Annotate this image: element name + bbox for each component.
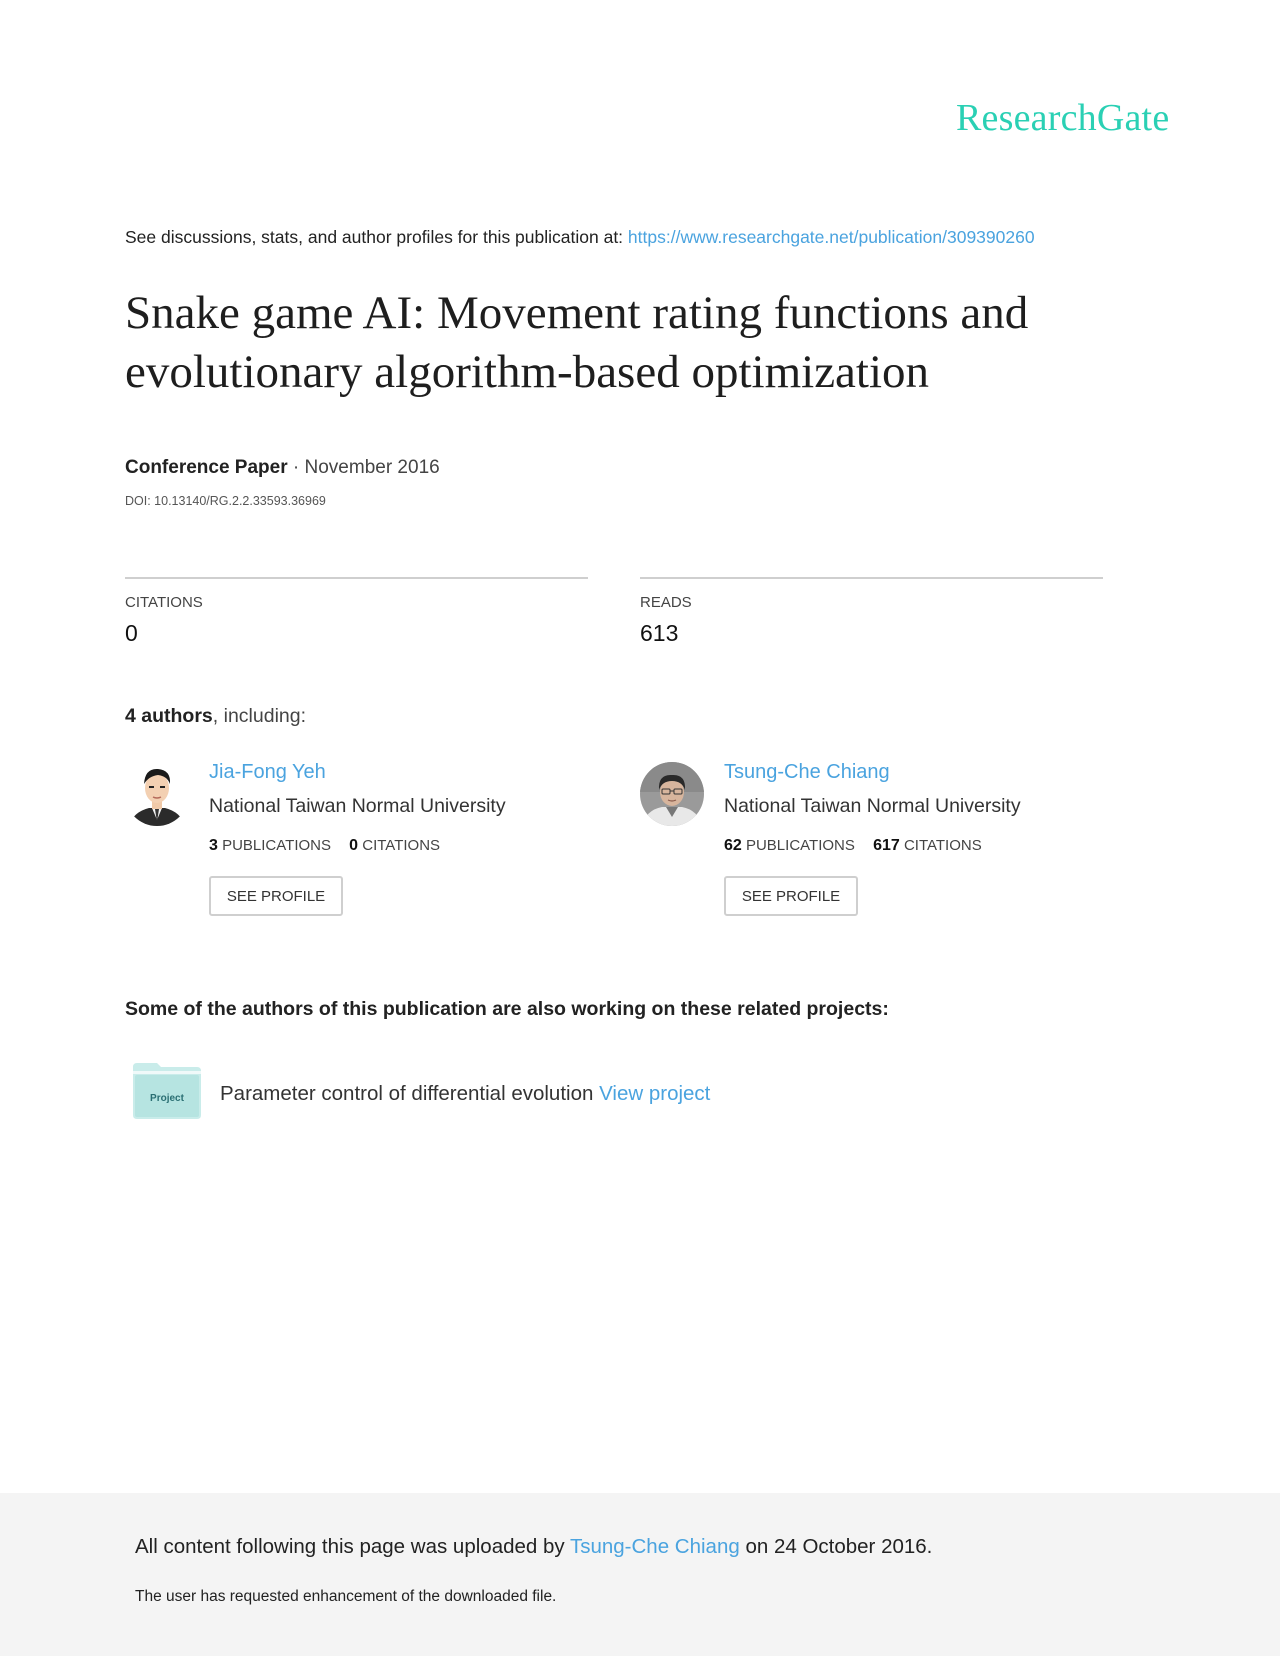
project-folder-icon <box>133 1063 201 1119</box>
project-title: Parameter control of differential evolution <box>220 1082 600 1105</box>
uploader-link[interactable]: Tsung-Che Chiang <box>569 1535 740 1558</box>
citations-divider <box>125 577 588 579</box>
upload-prefix: All content following this page was uploaded by <box>135 1535 570 1558</box>
author-2-publications-count: 62 <box>724 837 742 854</box>
paper-date: · November 2016 <box>287 457 440 478</box>
upload-suffix: on 24 October 2016. <box>739 1535 933 1558</box>
author-1-institution: National Taiwan Normal University <box>209 795 506 817</box>
paper-meta <box>125 457 440 479</box>
author-2-publications-label: PUBLICATIONS <box>745 837 855 854</box>
upload-info <box>135 1535 932 1559</box>
author-2-stats <box>724 837 982 855</box>
avatar[interactable] <box>125 762 189 826</box>
related-projects-heading: Some of the authors of this publication are also working on these related projects: <box>125 998 889 1020</box>
author-1-name-link[interactable]: Jia-Fong Yeh <box>209 761 326 783</box>
authors-count[interactable]: 4 authors <box>125 705 213 727</box>
author-1-stats <box>209 837 440 855</box>
avatar[interactable] <box>640 762 704 826</box>
author-1-citations-label: CITATIONS <box>362 837 441 854</box>
paper-doi: DOI: 10.13140/RG.2.2.33593.36969 <box>125 494 326 508</box>
see-profile-button[interactable]: SEE PROFILE <box>724 876 858 916</box>
authors-including: , including: <box>212 705 307 727</box>
paper-title-line-2: evolutionary algorithm-based optimization <box>125 346 930 398</box>
author-2-institution: National Taiwan Normal University <box>724 795 1021 817</box>
footer-panel <box>0 1493 1280 1656</box>
enhancement-note: The user has requested enhancement of the downloaded file. <box>135 1588 557 1605</box>
reads-divider <box>640 577 1103 579</box>
paper-title-line-1: Snake game AI: Movement rating functions and <box>125 287 1029 339</box>
paper-type: Conference Paper <box>125 457 288 478</box>
citations-label: CITATIONS <box>125 594 203 611</box>
author-1-avatar-image <box>125 762 189 826</box>
author-2-name-link[interactable]: Tsung-Che Chiang <box>724 761 890 783</box>
view-project-link[interactable]: View project <box>599 1082 711 1105</box>
project-item <box>220 1082 710 1106</box>
researchgate-logo[interactable]: ResearchGate <box>956 97 1170 139</box>
see-discussions-text: See discussions, stats, and author profiles for this publication at: <box>125 227 628 247</box>
citations-value: 0 <box>125 620 138 646</box>
see-discussions-line <box>125 227 1035 248</box>
authors-heading <box>125 705 306 728</box>
see-profile-button[interactable]: SEE PROFILE <box>209 876 343 916</box>
project-icon-label: Project <box>150 1093 184 1104</box>
reads-value: 613 <box>640 620 679 646</box>
author-1-citations-count: 0 <box>349 837 359 854</box>
author-2-avatar-image <box>640 762 704 826</box>
author-2-citations-count: 617 <box>873 837 900 854</box>
paper-title <box>125 284 1165 402</box>
author-1-publications-label: PUBLICATIONS <box>222 837 331 854</box>
author-1-publications-count: 3 <box>209 837 218 854</box>
reads-label: READS <box>640 594 692 611</box>
author-2-citations-label: CITATIONS <box>903 837 982 854</box>
publication-url-link[interactable]: https://www.researchgate.net/publication/309390260 <box>627 227 1035 247</box>
